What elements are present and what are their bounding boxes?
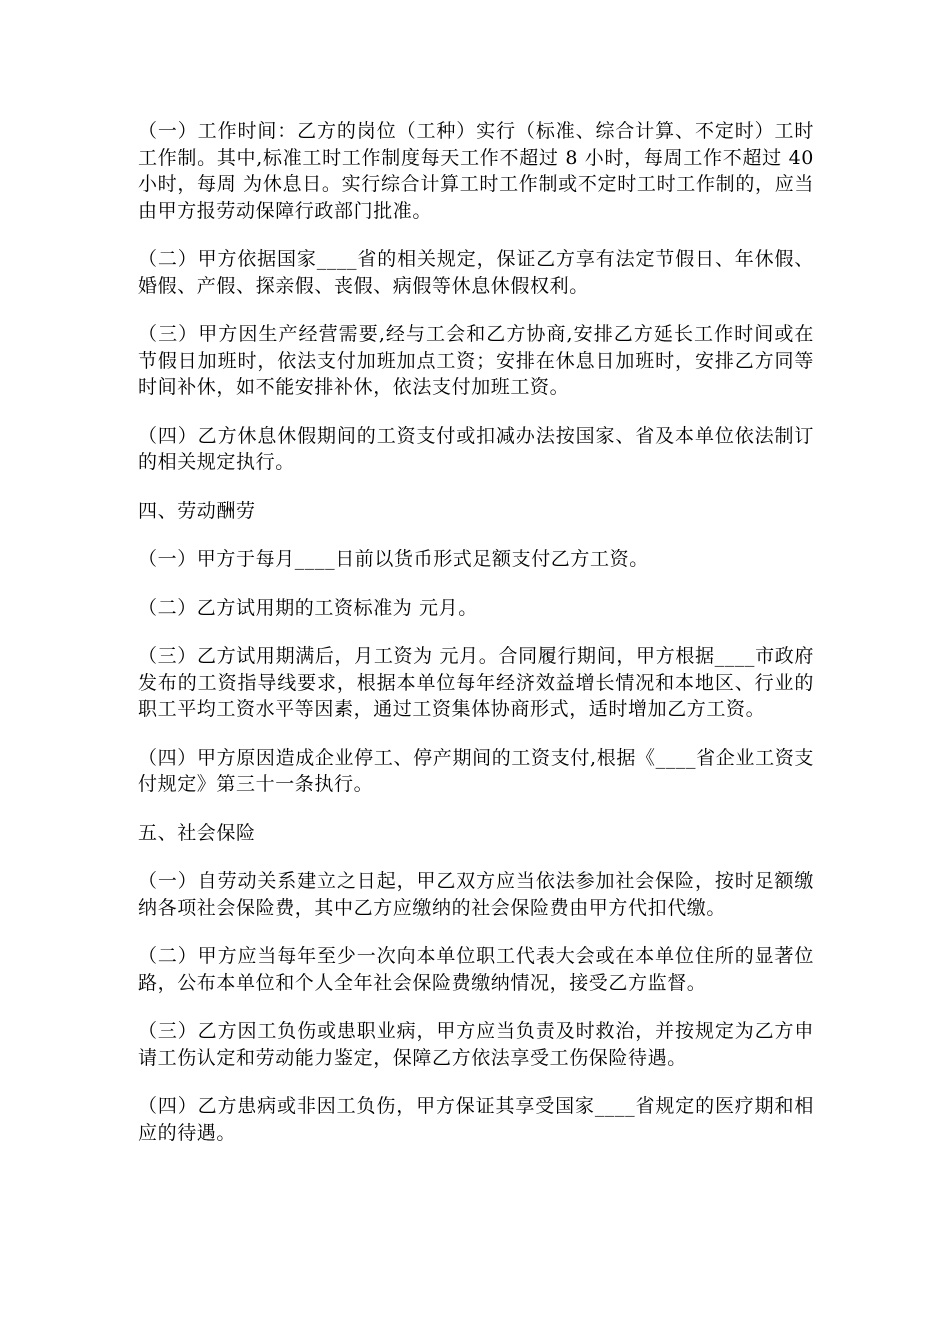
- paragraph-pay-date: （一）甲方于每月____日前以货币形式足额支付乙方工资。: [138, 548, 649, 570]
- section-heading-remuneration: 四、劳动酬劳: [138, 499, 256, 522]
- paragraph-work-injury: （三）乙方因工负伤或患职业病，甲方应当负责及时救治，并按规定为乙方申请工伤认定和劳动能力鉴定，保障乙方依法享受工伤保险待遇。: [138, 1020, 814, 1069]
- paragraph-shutdown-pay: （四）甲方原因造成企业停工、停产期间的工资支付,根据《____省企业工资支付规定》第三十一条执行。: [138, 746, 814, 795]
- paragraph-holidays: （二）甲方依据国家____省的相关规定，保证乙方享有法定节假日、年休假、婚假、产假、探亲假、丧假、病假等休息休假权利。: [138, 248, 814, 297]
- paragraph-insurance-disclosure: （二）甲方应当每年至少一次向本单位职工代表大会或在本单位住所的显著位路，公布本单位和个人全年社会保险费缴纳情况，接受乙方监督。: [138, 945, 814, 994]
- paragraph-monthly-salary: （三）乙方试用期满后，月工资为 元月。合同履行期间，甲方根据____市政府发布的工资指导线要求，根据本单位每年经济效益增长情况和本地区、行业的职工平均工资水平等因素，通过工资集体协商形式，适时增加乙方工资。: [138, 645, 814, 720]
- paragraph-probation-pay: （二）乙方试用期的工资标准为 元月。: [138, 596, 478, 619]
- paragraph-sick-leave: （四）乙方患病或非因工负伤，甲方保证其享受国家____省规定的医疗期和相应的待遇。: [138, 1095, 814, 1144]
- document-body: [138, 118, 814, 1168]
- paragraph-work-hours: （一）工作时间：乙方的岗位（工种）实行（标准、综合计算、不定时）工时工作制。其中,标准工时工作制度每天工作不超过 8 小时，每周工作不超过 40 小时，每周 为休息日。实行综合计算工时工作制或不定时工时工作制的，应当由甲方报劳动保障行政部门批准。: [138, 120, 814, 222]
- paragraph-leave-pay: （四）乙方休息休假期间的工资支付或扣减办法按国家、省及本单位依法制订的相关规定执行。: [138, 424, 814, 473]
- paragraph-overtime: （三）甲方因生产经营需要,经与工会和乙方协商,安排乙方延长工作时间或在节假日加班时，依法支付加班加点工资；安排在休息日加班时，安排乙方同等时间补休，如不能安排补休，依法支付加班工资。: [138, 323, 814, 398]
- paragraph-insurance-enrollment: （一）自劳动关系建立之日起，甲乙双方应当依法参加社会保险，按时足额缴纳各项社会保险费，其中乙方应缴纳的社会保险费由甲方代扣代缴。: [138, 870, 814, 919]
- section-heading-social-insurance: 五、社会保险: [138, 821, 256, 844]
